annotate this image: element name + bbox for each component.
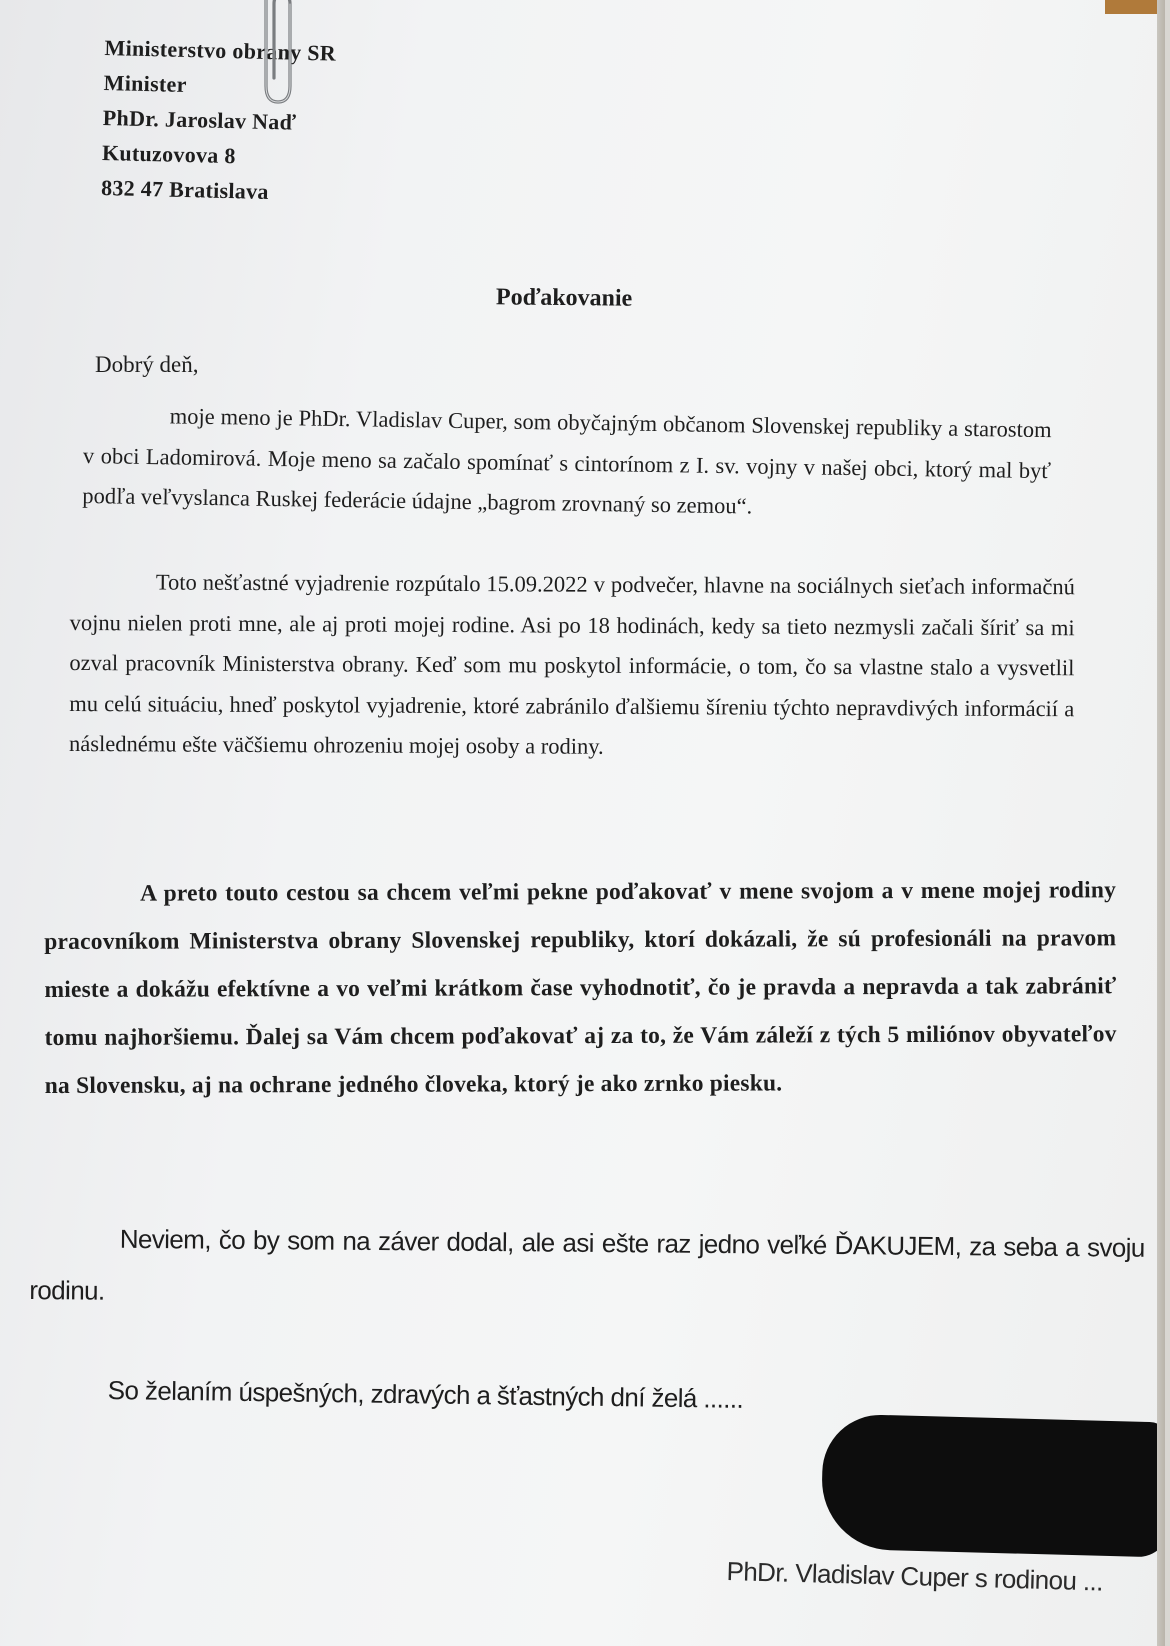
page-edge (1157, 0, 1165, 1646)
paragraph-conclusion: Neviem, čo by som na záver dodal, ale asi ešte raz jedno veľké ĎAKUJEM, za seba a svoju rodinu. (29, 1223, 1145, 1306)
paragraph-thanks: A preto touto cestou sa chcem veľmi pekne poďakovať v mene svojom a v mene mojej rodiny pracovníkom Ministerstva obrany Slovenskej republiky, ktorí dokázali, že sú profesionáli na pravom mieste a dokážu efektívne a vo veľmi krátkom čase vyhodnotiť, čo je pravda a nepravda a tak zabrániť tomu najhoršiemu. Ďalej sa Vám chcem poďakovať aj za to, že Vám záleží z tých 5 miliónov obyvateľov na Slovensku, aj na ochrane jedného človeka, ktorý je ako zrnko piesku. (44, 877, 1117, 1099)
address-line: PhDr. Jaroslav Naď (102, 104, 297, 135)
recipient-address (101, 30, 337, 211)
paragraph-events: Toto nešťastné vyjadrenie rozpútalo 15.09.2022 v podvečer, hlavne na sociálnych sieťach informačnú vojnu nielen proti mne, ale aj proti mojej rodine. Asi po 18 hodinách, kedy sa tieto nezmysli začali šíriť sa mi ozval pracovník Ministerstva obrany. Keď som mu poskytol informácie, o tom, čo sa vlastne stalo a vysvetlil mu celú situáciu, hneď poskytol vyjadrenie, ktoré zabránilo ďalšiemu šíreniu týchto nepravdivých informácií a následnému ešte väčšiemu ohrozeniu mojej osoby a rodiny. (68, 569, 1075, 759)
paper-clip-icon (252, 0, 294, 108)
greeting: Dobrý deň, (95, 352, 199, 377)
letter-title: Poďakovanie (495, 284, 633, 312)
address-line: Minister (103, 69, 188, 98)
address-line: 832 47 Bratislava (100, 174, 270, 205)
redacted-signature (820, 1413, 1165, 1557)
address-line: Kutuzovova 8 (101, 139, 237, 169)
paragraph-intro: moje meno je PhDr. Vladislav Cuper, som obyčajným občanom Slovenskej republiky a starostom v obci Ladomirová. Moje meno sa začalo spomínať s cintorínom z I. sv. vojny v našej obci, ktorý mal byť podľa veľvyslanca Ruskej federácie údajne „bagrom zrovnaný so zemou“. (82, 403, 1052, 519)
folder-tab (1105, 0, 1165, 14)
closing-line: So želaním úspešných, zdravých a šťastných dní želá ...... (107, 1375, 744, 1414)
signer-name: PhDr. Vladislav Cuper s rodinou ... (726, 1556, 1104, 1597)
address-line: Ministerstvo obrany SR (104, 34, 337, 66)
